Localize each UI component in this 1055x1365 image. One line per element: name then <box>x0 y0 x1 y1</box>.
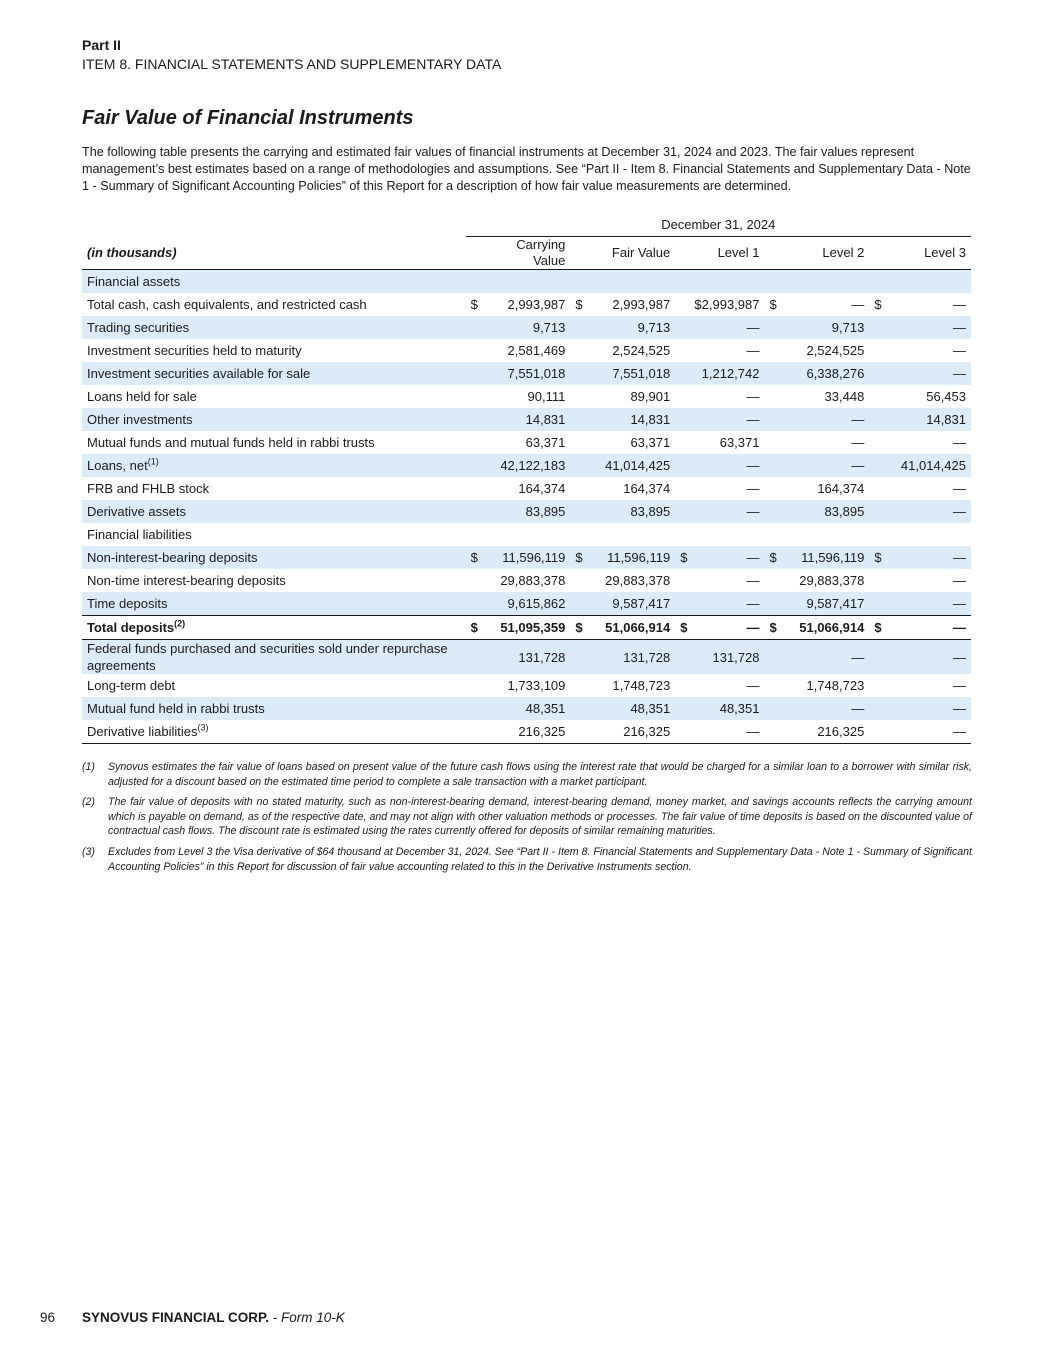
currency-symbol: $ <box>680 550 688 565</box>
currency-symbol: $ <box>470 297 478 312</box>
value-cell: 29,883,378 <box>799 573 865 588</box>
section-header-liabilities: Financial liabilities <box>87 527 192 542</box>
section-header-assets: Financial assets <box>82 270 971 294</box>
table-row <box>82 339 971 362</box>
table-row <box>82 454 971 477</box>
value-cell: 41,014,425 <box>570 454 675 477</box>
value-cell: — <box>953 343 966 358</box>
value-cell: 9,713 <box>466 316 571 339</box>
currency-symbol: $ <box>874 297 882 312</box>
value-cell: $ — <box>874 297 966 312</box>
value-cell: 41,014,425 <box>869 454 971 477</box>
value-cell: 9,615,862 <box>466 592 571 616</box>
value-cell: 63,371 <box>525 435 566 450</box>
value-cell: $ — <box>869 546 971 569</box>
value-cell: 29,883,378 <box>500 573 566 588</box>
value-cell: 14,831 <box>570 408 675 431</box>
value-cell: $ 51,095,359 <box>466 616 571 640</box>
value-cell: $ — <box>769 297 865 312</box>
row-label: Trading securities <box>82 316 466 339</box>
value-cell: $ 2,993,987 <box>470 297 566 312</box>
footnote: (1) Synovus estimates the fair value of loans based on present value of the future cash flows using the interest rate that would be charged for a similar loan to a borrower with similar risk, adjusted for a discount based on the estimated time period to complete a sale transaction with a market participant. <box>82 761 972 788</box>
row-label: Non-time interest-bearing deposits <box>87 573 286 588</box>
value-cell: 2,581,469 <box>507 343 566 358</box>
column-header-row <box>82 237 971 270</box>
currency-symbol: $ <box>874 550 882 565</box>
value-cell: 1,212,742 <box>675 362 764 385</box>
section-title: Fair Value of Financial Instruments <box>82 107 414 129</box>
value-cell: $ 51,066,914 <box>570 616 675 640</box>
value-cell: 7,551,018 <box>570 362 675 385</box>
value-cell: 83,895 <box>570 500 675 523</box>
col-fair-value: Fair Value <box>570 237 675 270</box>
currency-symbol: $ <box>874 620 882 635</box>
footnote: (2) The fair value of deposits with no stated maturity, such as non-interest-bearing demand, interest-bearing demand, money market, and savings accounts reflects the carrying amount which is payable on demand, as of the respective date, and may not align with other valuation methods or processes. The fair value of time deposits is based on the discounted value of contractual cash flows. The discount rate is estimated using the rates currently offered for deposits of similar remaining maturities. <box>82 796 972 838</box>
row-label: Federal funds purchased and securities sold under repurchase agreements <box>82 640 466 675</box>
table-row <box>82 720 971 744</box>
value-cell: 9,587,417 <box>570 592 675 616</box>
value-cell: $2,993,987 <box>694 297 760 312</box>
value-cell: 83,895 <box>466 500 571 523</box>
value-cell: 48,351 <box>675 697 764 720</box>
row-label: Loans, net$^{(1)}$ <box>82 454 466 477</box>
value-cell: $ 11,596,119 <box>466 546 571 569</box>
row-label: Time deposits <box>82 592 466 616</box>
table-row <box>82 569 971 592</box>
value-cell: 131,728 <box>675 640 764 675</box>
value-cell: $ — <box>675 546 764 569</box>
row-label: Mutual funds and mutual funds held in rabbi trusts <box>87 435 375 450</box>
table-row <box>82 385 971 408</box>
value-cell: — <box>675 316 764 339</box>
col-carrying-value: Carrying Value <box>466 237 571 270</box>
value-cell: 48,351 <box>466 697 571 720</box>
value-cell: — <box>675 408 764 431</box>
value-cell: 164,374 <box>623 481 671 496</box>
fair-value-table <box>82 213 971 744</box>
table-row <box>82 362 971 385</box>
unit-label: (in thousands) <box>82 237 466 270</box>
row-label: Non-interest-bearing deposits <box>82 546 466 569</box>
table-row <box>82 546 971 569</box>
row-label: Total cash, cash equivalents, and restricted cash <box>87 297 367 312</box>
value-cell: 14,831 <box>466 408 571 431</box>
col-level-1: Level 1 <box>675 237 764 270</box>
currency-symbol: $ <box>575 297 583 312</box>
value-cell: 42,122,183 <box>466 454 571 477</box>
value-cell: 9,713 <box>764 316 869 339</box>
row-label: Investment securities held to maturity <box>87 343 302 358</box>
value-cell: 131,728 <box>466 640 571 675</box>
value-cell: 2,524,525 <box>806 343 865 358</box>
currency-symbol: $ <box>575 620 583 635</box>
row-label: Mutual fund held in rabbi trusts <box>82 697 466 720</box>
value-cell: — <box>746 343 760 358</box>
value-cell: — <box>869 362 971 385</box>
value-cell: — <box>675 720 764 744</box>
row-label: Long-term debt <box>87 678 176 693</box>
period-header: December 31, 2024 <box>466 213 971 237</box>
value-cell: 131,728 <box>570 640 675 675</box>
row-label: Loans held for sale <box>87 389 197 404</box>
col-level-2: Level 2 <box>764 237 869 270</box>
value-cell: 83,895 <box>764 500 869 523</box>
period-header-row <box>82 213 971 237</box>
currency-symbol: $ <box>470 550 478 565</box>
value-cell: 216,325 <box>764 720 869 744</box>
currency-symbol: $ <box>769 297 777 312</box>
row-label: Investment securities available for sale <box>82 362 466 385</box>
value-cell: 1,733,109 <box>507 678 566 693</box>
value-cell: — <box>746 481 760 496</box>
value-cell: 63,371 <box>719 435 760 450</box>
value-cell: — <box>746 573 760 588</box>
value-cell: $ 51,066,914 <box>764 616 869 640</box>
value-cell: — <box>869 500 971 523</box>
value-cell: — <box>869 697 971 720</box>
value-cell: 9,587,417 <box>764 592 869 616</box>
table-row <box>82 592 971 616</box>
value-cell: — <box>675 500 764 523</box>
value-cell: — <box>869 316 971 339</box>
total-row <box>82 616 971 640</box>
value-cell: 89,901 <box>630 389 671 404</box>
table-row <box>82 477 971 500</box>
value-cell: $ — <box>869 616 971 640</box>
value-cell: — <box>869 720 971 744</box>
value-cell: — <box>953 678 966 693</box>
value-cell: — <box>953 435 966 450</box>
value-cell: — <box>764 697 869 720</box>
intro-paragraph: The following table presents the carrying and estimated fair values of financial instruments at December 31, 2024 and 2023. The fair values represent management’s best estimates based on a range of methodologies and assumptions. See “Part II - Item 8. Financial Statements and Supplementary Data - Note 1 - Summary of Significant Accounting Policies” of this Report for a description of how fair value measurements are determined. <box>82 145 971 193</box>
page-number: 96 <box>40 1310 56 1325</box>
row-label: Total deposits$^{(2)}$ <box>82 616 466 640</box>
table-row <box>82 697 971 720</box>
value-cell: — <box>675 454 764 477</box>
value-cell: — <box>869 640 971 675</box>
form-label: - Form 10-K <box>269 1310 345 1325</box>
value-cell: 7,551,018 <box>466 362 571 385</box>
table-row <box>82 431 971 454</box>
value-cell: — <box>764 640 869 675</box>
footnotes <box>82 760 972 880</box>
part-label: Part II <box>82 37 121 53</box>
table-row <box>82 674 971 697</box>
currency-symbol: $ <box>575 550 583 565</box>
value-cell: 48,351 <box>570 697 675 720</box>
value-cell: — <box>869 592 971 616</box>
currency-symbol: $ <box>680 620 688 635</box>
value-cell: 29,883,378 <box>605 573 671 588</box>
value-cell: — <box>764 454 869 477</box>
value-cell: 2,524,525 <box>612 343 671 358</box>
value-cell: — <box>746 389 760 404</box>
row-label: Derivative liabilities$^{(3)}$ <box>82 720 466 744</box>
table-row <box>82 640 971 675</box>
value-cell: $ 11,596,119 <box>764 546 869 569</box>
row-label: Other investments <box>82 408 466 431</box>
value-cell: 63,371 <box>630 435 671 450</box>
value-cell: 90,111 <box>527 389 566 404</box>
col-level-3: Level 3 <box>869 237 971 270</box>
value-cell: $ — <box>675 616 764 640</box>
value-cell: $ 2,993,987 <box>575 297 671 312</box>
page-footer <box>40 1310 345 1325</box>
value-cell: 164,374 <box>518 481 566 496</box>
table-row <box>82 500 971 523</box>
value-cell: 14,831 <box>869 408 971 431</box>
value-cell: 56,453 <box>926 389 966 404</box>
value-cell: 1,748,723 <box>806 678 865 693</box>
value-cell: 216,325 <box>466 720 571 744</box>
company-name: SYNOVUS FINANCIAL CORP. <box>82 1310 270 1325</box>
value-cell: — <box>953 481 966 496</box>
table-row <box>82 316 971 339</box>
table-row <box>82 293 971 316</box>
value-cell: — <box>851 435 865 450</box>
value-cell: 9,713 <box>570 316 675 339</box>
currency-symbol: $ <box>769 620 777 635</box>
table-row <box>82 408 971 431</box>
value-cell: — <box>764 408 869 431</box>
value-cell: — <box>953 573 966 588</box>
value-cell: — <box>746 678 760 693</box>
item-label: ITEM 8. FINANCIAL STATEMENTS AND SUPPLEMENTARY DATA <box>82 56 502 72</box>
value-cell: 164,374 <box>817 481 865 496</box>
value-cell: — <box>675 592 764 616</box>
row-label: Derivative assets <box>82 500 466 523</box>
footnote: (3) Excludes from Level 3 the Visa derivative of $64 thousand at December 31, 2024. See “Part II - Item 8. Financial Statements and Supplementary Data - Note 1 - Summary of Significant Accounting Policies” in this Report for discussion of fair value accounting related to this in the Derivative Instruments section. <box>82 845 972 873</box>
value-cell: 1,748,723 <box>612 678 671 693</box>
currency-symbol: $ <box>769 550 777 565</box>
value-cell: 216,325 <box>570 720 675 744</box>
currency-symbol: $ <box>470 620 478 635</box>
value-cell: 6,338,276 <box>764 362 869 385</box>
value-cell: 33,448 <box>824 389 865 404</box>
row-label: FRB and FHLB stock <box>87 481 210 496</box>
value-cell: $ 11,596,119 <box>570 546 675 569</box>
